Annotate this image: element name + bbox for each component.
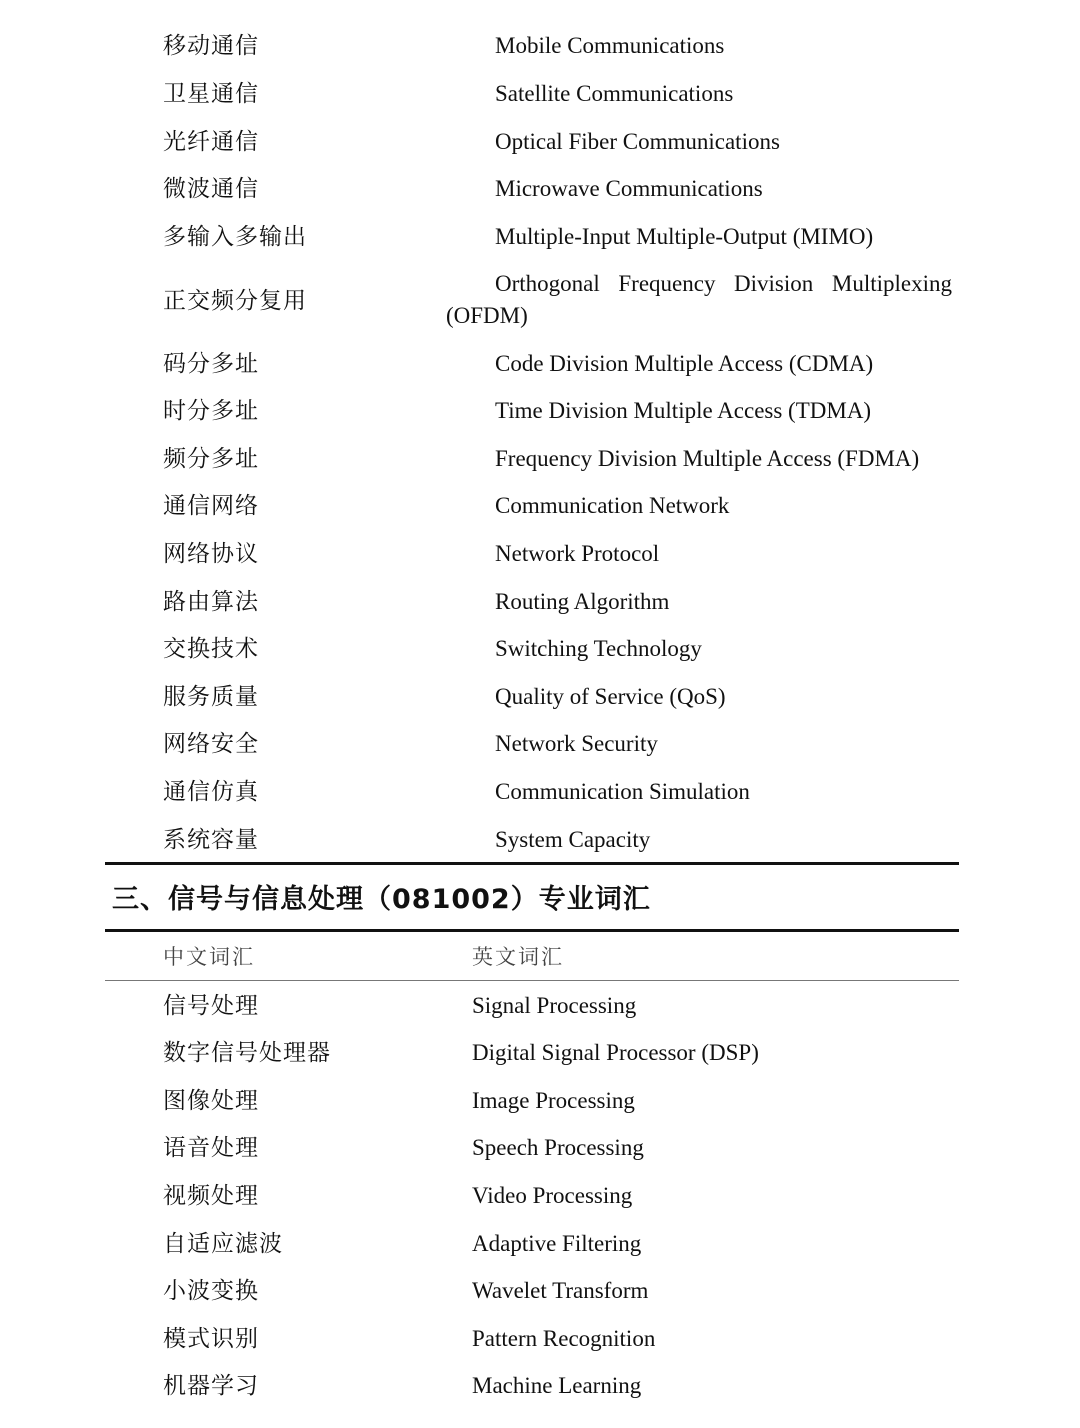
term-chinese: 码分多址 [163,351,259,377]
table-row [0,673,1080,721]
table-row [0,118,1080,166]
term-english: Orthogonal Frequency Division Multiplexing (OFDM) [446,271,952,328]
table-row [0,768,1080,816]
term-chinese: 时分多址 [163,398,259,424]
table-row [0,213,1080,261]
term-chinese: 路由算法 [163,589,259,615]
term-english: Code Division Multiple Access (CDMA) [495,351,874,376]
table-row [0,482,1080,530]
term-english: Switching Technology [495,636,702,661]
term-chinese: 通信仿真 [163,779,259,805]
table-row [0,1029,1080,1077]
term-chinese: 系统容量 [163,827,259,853]
term-english: System Capacity [495,827,651,852]
term-english: Microwave Communications [495,176,763,201]
term-chinese: 语音处理 [163,1135,259,1161]
term-english: Time Division Multiple Access (TDMA) [495,398,872,423]
term-chinese: 网络协议 [163,541,259,567]
table-row [0,340,1080,388]
table-row [0,720,1080,768]
term-chinese: 交换技术 [163,636,259,662]
term-chinese: 自适应滤波 [163,1231,283,1257]
term-english: Adaptive Filtering [472,1231,642,1256]
table-top-rule [105,929,959,932]
term-chinese: 正交频分复用 [163,288,307,314]
term-chinese: 信号处理 [163,993,259,1019]
column-header-chinese: 中文词汇 [163,945,255,969]
table-row [0,1172,1080,1220]
table-row [0,578,1080,626]
term-english: Network Security [495,731,658,756]
table-row [0,1124,1080,1172]
table-row [0,1077,1080,1125]
section-title: 三、信号与信息处理（081002）专业词汇 [112,884,651,915]
term-chinese: 模式识别 [163,1326,259,1352]
term-english: Signal Processing [472,993,637,1018]
column-header-english: 英文词汇 [472,945,564,969]
table-row [0,1362,1080,1410]
table-row [0,816,1080,864]
table-row [0,625,1080,673]
term-english: Pattern Recognition [472,1326,656,1351]
table-row [0,982,1080,1030]
term-english: Video Processing [472,1183,633,1208]
term-chinese: 小波变换 [163,1278,259,1304]
term-english: Machine Learning [472,1373,642,1398]
term-english: Image Processing [472,1088,635,1113]
term-chinese: 多输入多输出 [163,224,307,250]
term-english: Multiple-Input Multiple-Output (MIMO) [495,224,874,249]
term-chinese: 数字信号处理器 [163,1040,331,1066]
table-row [0,70,1080,118]
table-row [0,530,1080,578]
table-row [0,1220,1080,1268]
term-english: Routing Algorithm [495,589,670,614]
term-chinese: 服务质量 [163,684,259,710]
term-chinese: 卫星通信 [163,81,259,107]
term-english: Network Protocol [495,541,660,566]
term-chinese: 网络安全 [163,731,259,757]
table-bottom-rule [105,862,959,865]
term-chinese: 图像处理 [163,1088,259,1114]
term-chinese: 光纤通信 [163,129,259,155]
term-english: Digital Signal Processor (DSP) [472,1040,759,1065]
term-english: Quality of Service (QoS) [495,684,726,709]
table-row [0,1267,1080,1315]
table-row [0,165,1080,213]
term-chinese: 通信网络 [163,493,259,519]
table-row [0,435,1080,483]
table-row [0,22,1080,70]
term-chinese: 机器学习 [163,1373,259,1399]
term-english: Speech Processing [472,1135,644,1160]
term-english: Communication Network [495,493,730,518]
term-english: Satellite Communications [495,81,734,106]
term-chinese: 频分多址 [163,446,259,472]
table-row [0,387,1080,435]
term-english: Communication Simulation [495,779,750,804]
term-english: Wavelet Transform [472,1278,649,1303]
header-rule [105,980,959,981]
term-english: Optical Fiber Communications [495,129,780,154]
table-row [0,1315,1080,1363]
term-chinese: 移动通信 [163,33,259,59]
term-english: Mobile Communications [495,33,725,58]
term-chinese: 微波通信 [163,176,259,202]
term-english: Frequency Division Multiple Access (FDMA) [495,446,920,471]
term-chinese: 视频处理 [163,1183,259,1209]
